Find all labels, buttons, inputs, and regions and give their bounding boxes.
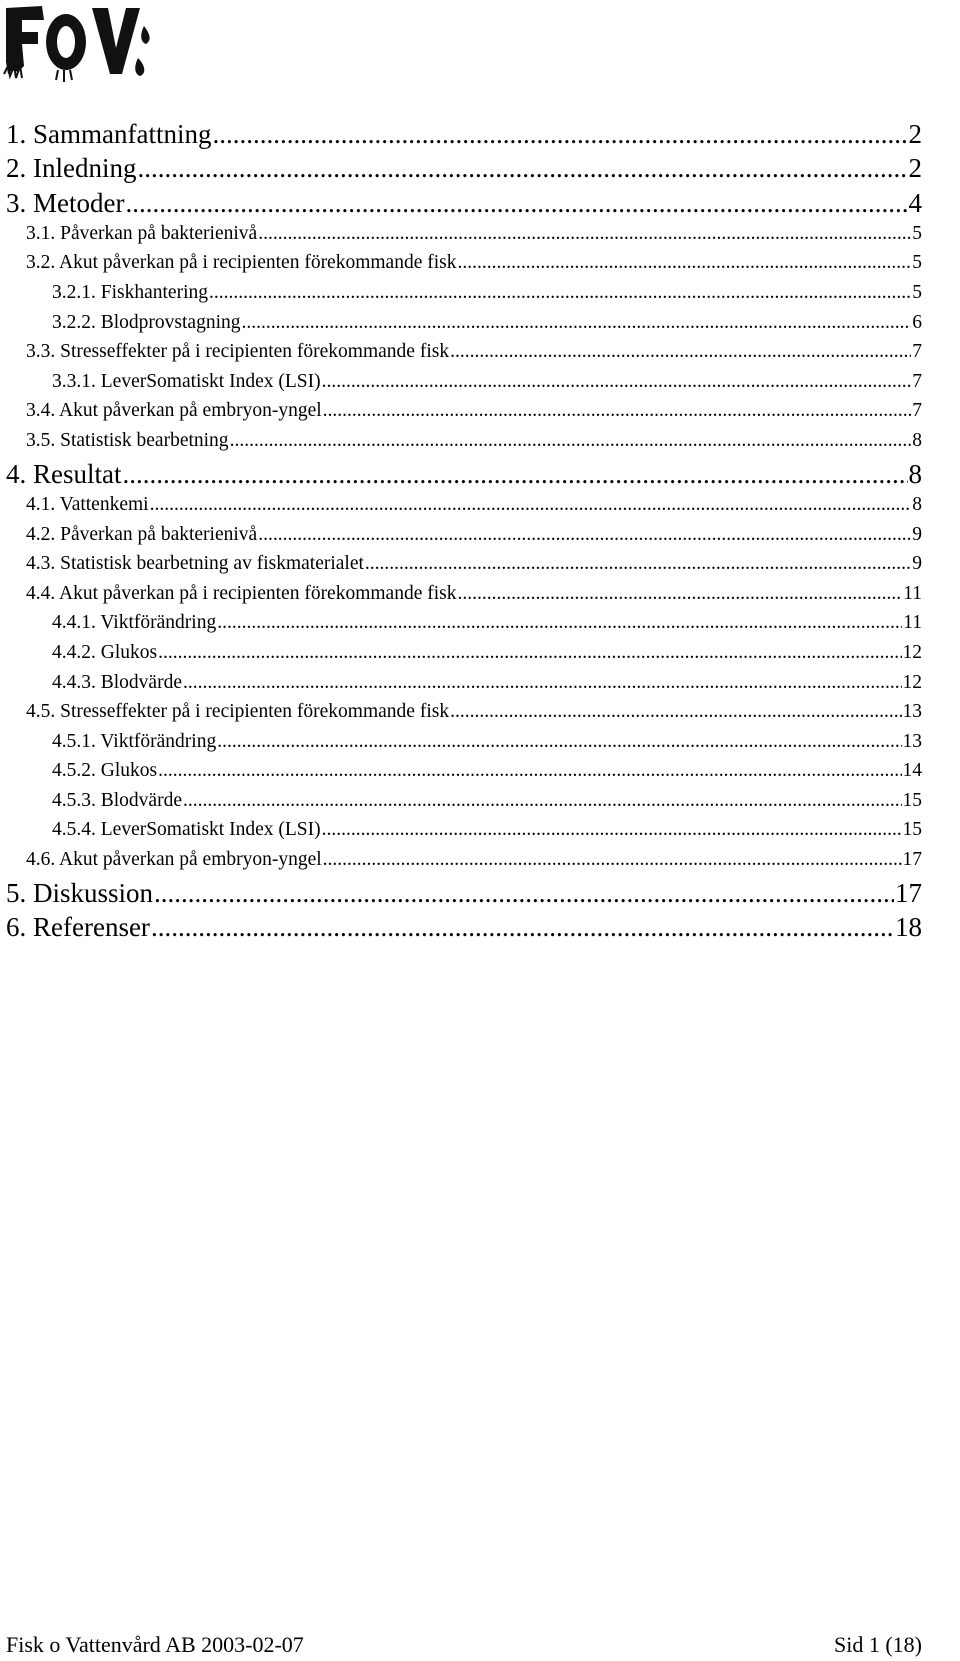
toc-entry-page: 15 <box>902 789 922 811</box>
toc-entry-title: 4.5.1. Viktförändring <box>52 730 217 752</box>
toc-entry-title: 4.4.3. Blodvärde <box>52 671 182 693</box>
toc-entry[interactable] <box>0 400 922 430</box>
toc-entry[interactable] <box>0 252 922 282</box>
toc-dot-leader <box>217 731 901 753</box>
toc-entry[interactable] <box>0 878 922 912</box>
toc-entry-title: 4.5.3. Blodvärde <box>52 789 182 811</box>
toc-entry-title: 4.1. Vattenkemi <box>26 493 149 515</box>
toc-entry-page: 18 <box>895 911 922 942</box>
toc-entry[interactable] <box>0 341 922 371</box>
toc-entry-page: 11 <box>903 582 922 604</box>
toc-entry[interactable] <box>0 612 922 642</box>
toc-entry-title: 4.4. Akut påverkan på i recipienten förekommande fisk <box>26 582 457 604</box>
toc-entry-title: 4.2. Påverkan på bakterienivå <box>26 523 258 545</box>
toc-entry-page: 17 <box>895 877 922 908</box>
toc-entry-title: 4. Resultat <box>6 458 122 489</box>
toc-entry-page: 11 <box>903 612 922 634</box>
toc-entry[interactable] <box>0 553 922 583</box>
toc-entry[interactable] <box>0 701 922 731</box>
toc-dot-leader <box>154 878 894 909</box>
toc-entry[interactable] <box>0 583 922 613</box>
toc-entry-page: 7 <box>912 400 922 422</box>
toc-entry-page: 6 <box>912 311 922 333</box>
page-footer <box>6 1632 922 1658</box>
toc-entry-page: 2 <box>908 119 922 149</box>
toc-dot-leader <box>323 849 902 871</box>
toc-dot-leader <box>322 371 912 393</box>
toc-entry[interactable] <box>0 849 922 879</box>
toc-entry-title: 4.6. Akut påverkan på embryon-yngel <box>26 849 322 871</box>
toc-entry-title: 3.3.1. LeverSomatiskt Index (LSI) <box>52 370 321 392</box>
toc-entry-page: 7 <box>912 370 922 392</box>
toc-dot-leader <box>123 459 908 490</box>
toc-entry[interactable] <box>0 153 922 187</box>
toc-dot-leader <box>450 701 901 723</box>
toc-dot-leader <box>158 760 901 782</box>
toc-entry-page: 8 <box>912 430 922 452</box>
toc-entry[interactable] <box>0 430 922 460</box>
toc-entry[interactable] <box>0 760 922 790</box>
toc-entry[interactable] <box>0 524 922 554</box>
toc-entry-title: 4.4.1. Viktförändring <box>52 612 217 634</box>
footer-company-date: Fisk o Vattenvård AB 2003-02-07 <box>6 1632 304 1657</box>
toc-dot-leader <box>230 430 912 452</box>
toc-entry-page: 12 <box>902 641 922 663</box>
toc-entry[interactable] <box>0 494 922 524</box>
toc-dot-leader <box>458 583 903 605</box>
toc-entry-page: 7 <box>912 341 922 363</box>
toc-dot-leader <box>242 312 912 334</box>
toc-entry-title: 4.4.2. Glukos <box>52 641 158 663</box>
toc-entry-page: 12 <box>902 671 922 693</box>
toc-entry[interactable] <box>0 312 922 342</box>
table-of-contents <box>0 119 922 946</box>
footer-page-number: Sid 1 (18) <box>834 1632 922 1657</box>
toc-entry-title: 3.3. Stresseffekter på i recipienten förekommande fisk <box>26 341 450 363</box>
toc-entry[interactable] <box>0 912 922 946</box>
toc-dot-leader <box>151 912 894 943</box>
toc-entry-page: 4 <box>908 187 922 218</box>
toc-entry-page: 2 <box>908 153 922 184</box>
toc-dot-leader <box>217 612 902 634</box>
toc-entry-title: 4.5. Stresseffekter på i recipienten förekommande fisk <box>26 701 450 723</box>
toc-dot-leader <box>158 642 901 664</box>
toc-entry-title: 3.1. Påverkan på bakterienivå <box>26 222 258 244</box>
toc-dot-leader <box>150 494 912 516</box>
toc-entry[interactable] <box>0 790 922 820</box>
toc-entry-page: 5 <box>912 282 922 304</box>
toc-entry-title: 4.5.2. Glukos <box>52 760 158 782</box>
toc-entry[interactable] <box>0 819 922 849</box>
toc-dot-leader <box>365 553 911 575</box>
toc-entry-title: 4.3. Statistisk bearbetning av fiskmaterialet <box>26 553 364 575</box>
toc-entry[interactable] <box>0 459 922 493</box>
toc-entry-title: 4.5.4. LeverSomatiskt Index (LSI) <box>52 819 321 841</box>
toc-entry-page: 9 <box>912 553 922 575</box>
toc-dot-leader <box>183 790 902 812</box>
toc-entry[interactable] <box>0 731 922 761</box>
toc-entry-title: 2. Inledning <box>6 153 137 184</box>
toc-entry-title: 3. Metoder <box>6 187 125 218</box>
toc-entry-title: 6. Referenser <box>6 911 150 942</box>
toc-dot-leader <box>183 672 902 694</box>
toc-entry[interactable] <box>0 119 922 153</box>
toc-entry-page: 14 <box>902 760 922 782</box>
toc-entry-page: 5 <box>912 252 922 274</box>
toc-dot-leader <box>458 252 912 274</box>
toc-dot-leader <box>258 223 911 245</box>
toc-entry-title: 3.2.2. Blodprovstagning <box>52 311 241 333</box>
toc-entry-title: 1. Sammanfattning <box>6 119 212 149</box>
toc-entry[interactable] <box>0 371 922 401</box>
toc-dot-leader <box>212 119 907 150</box>
toc-dot-leader <box>258 524 911 546</box>
toc-entry-title: 3.2.1. Fiskhantering <box>52 282 208 304</box>
toc-entry-page: 9 <box>912 523 922 545</box>
toc-entry-title: 3.5. Statistisk bearbetning <box>26 430 229 452</box>
toc-entry-page: 8 <box>908 458 922 489</box>
toc-entry-page: 8 <box>912 493 922 515</box>
toc-entry[interactable] <box>0 642 922 672</box>
toc-dot-leader <box>209 282 911 304</box>
toc-dot-leader <box>322 819 902 841</box>
toc-dot-leader <box>450 341 911 363</box>
toc-entry-title: 3.2. Akut påverkan på i recipienten förekommande fisk <box>26 252 457 274</box>
toc-entry[interactable] <box>0 223 922 253</box>
toc-entry-title: 3.4. Akut påverkan på embryon-yngel <box>26 400 322 422</box>
toc-entry[interactable] <box>0 672 922 702</box>
toc-entry-page: 17 <box>902 849 922 871</box>
toc-dot-leader <box>125 188 907 219</box>
toc-dot-leader <box>137 153 907 184</box>
toc-entry[interactable] <box>0 282 922 312</box>
toc-entry-title: 5. Diskussion <box>6 877 154 908</box>
fov-logo <box>0 0 160 88</box>
toc-entry-page: 15 <box>902 819 922 841</box>
toc-entry-page: 13 <box>902 701 922 723</box>
toc-dot-leader <box>323 400 912 422</box>
toc-entry-page: 5 <box>912 222 922 244</box>
toc-entry-page: 13 <box>902 730 922 752</box>
toc-entry[interactable] <box>0 188 922 222</box>
